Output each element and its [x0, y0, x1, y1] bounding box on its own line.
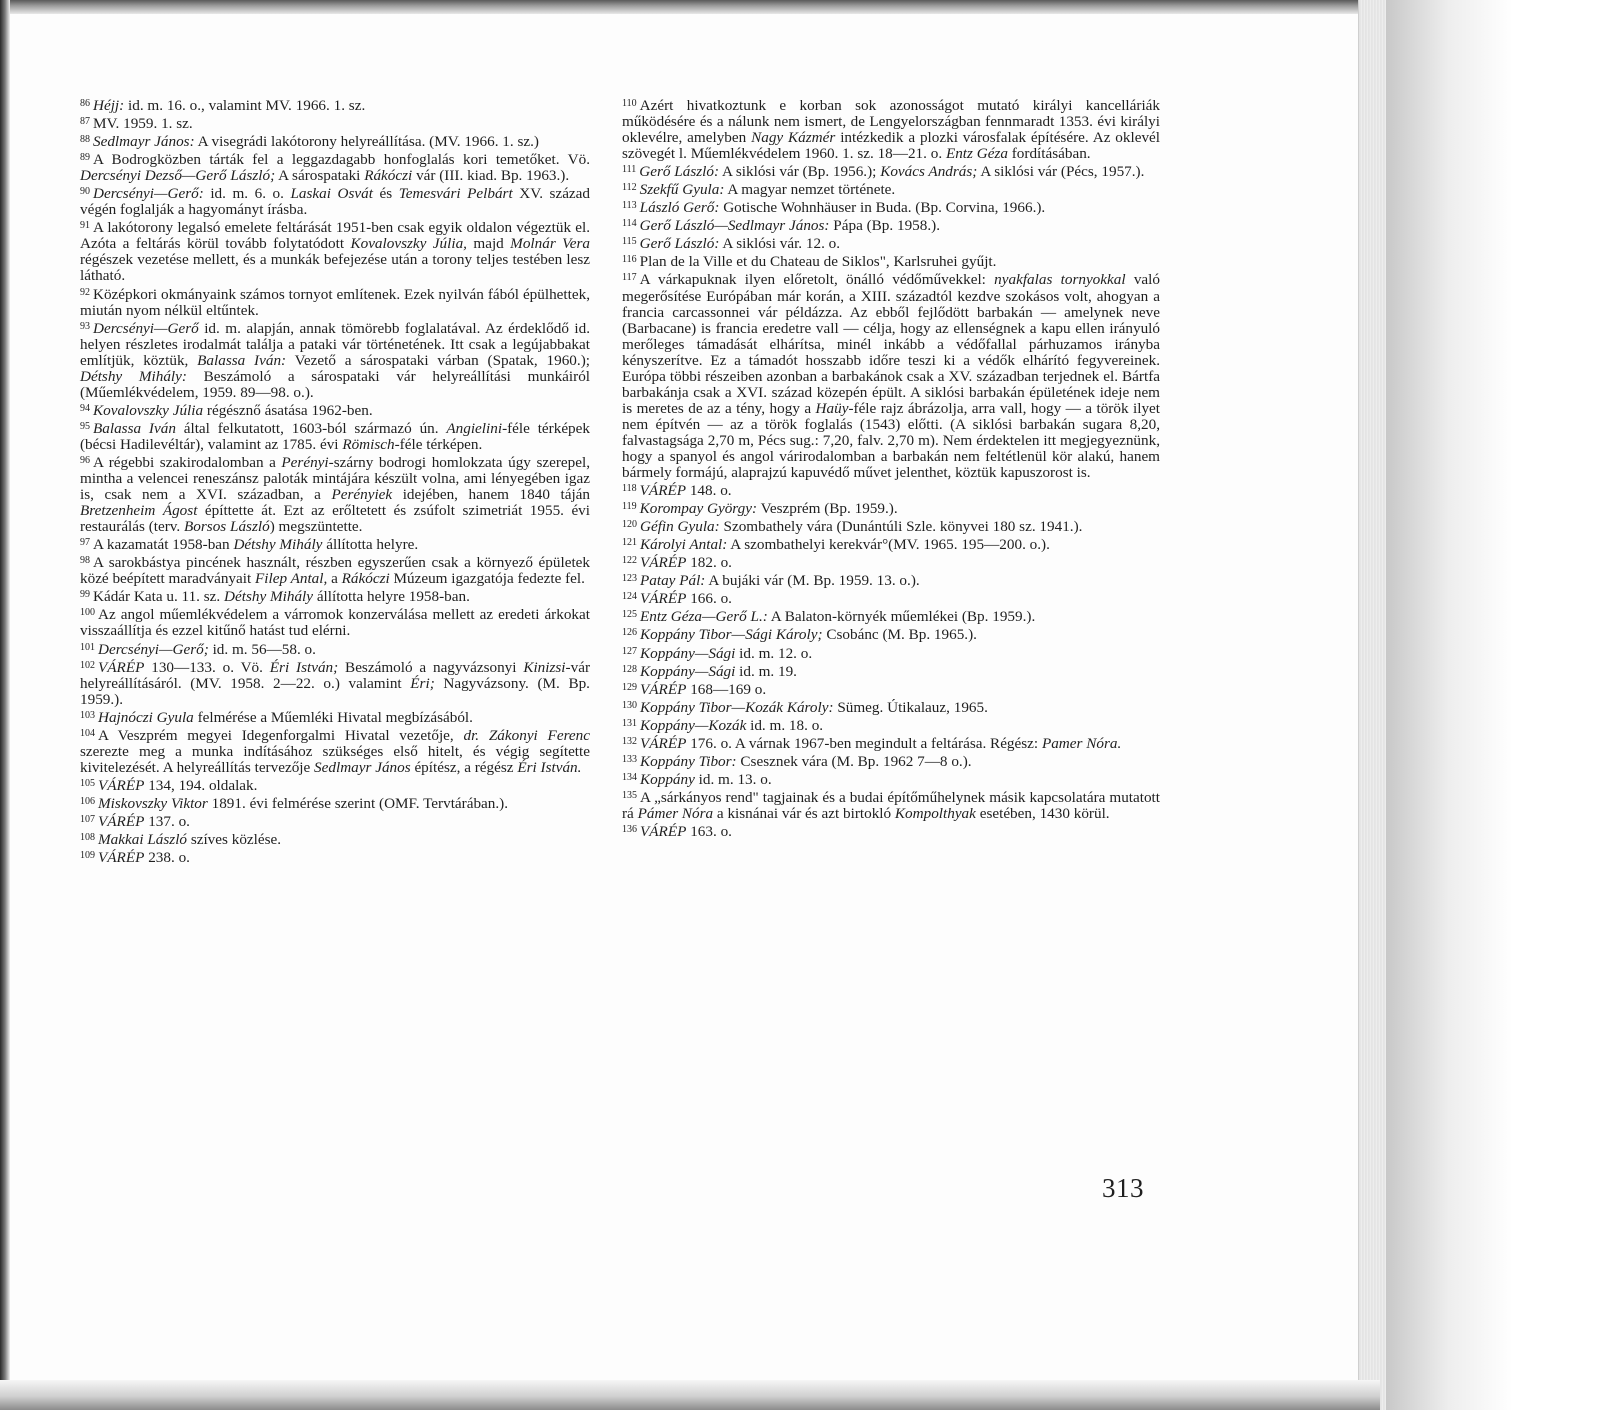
footnote-text: A „sárkányos rend" tagjainak és a budai építőműhelynek másik kapcsolatára mutatott rá Pámer Nóra a kisnánai vár és azt birtokló Kompolthyak esetében, 1430 körül.: [622, 788, 1160, 822]
footnote-text: Koppány id. m. 13. o.: [640, 770, 772, 788]
footnote-text: Azért hivatkoztunk e korban sok azonosságot mutató királyi kancelláriák működésére és a nálunk nem ismert, de Lengyelországban fennmaradt 1353. évi királyi oklevélre, amelyben Nagy Kázmér intézkedik a plozki városfalak építésére. Az oklevél szövegét l. Műemlékvédelem 1960. 1. sz. 18—21. o. Entz Géza fordításában.: [622, 97, 1161, 163]
footnote-text: Sedlmayr János: A visegrádi lakótorony helyreállítása. (MV. 1966. 1. sz.): [93, 133, 539, 151]
footnote-130: [622, 698, 1160, 716]
footnote-96: [80, 453, 590, 535]
footnote-text: Középkori okmányaink számos tornyot említenek. Ezek nyilván fából épülhettek, miután nyom nélkül eltűntek.: [80, 285, 590, 319]
footnote-97: [80, 535, 590, 553]
footnote-text: Gerő László: A siklósi vár. 12. o.: [639, 235, 841, 253]
footnote-107: [80, 812, 590, 830]
footnote-number: 127: [622, 645, 637, 657]
footnote-number: 100: [80, 607, 95, 619]
footnote-text: Entz Géza—Gerő L.: A Balaton-környék műemlékei (Bp. 1959.).: [640, 608, 1036, 626]
footnote-text: VÁRÉP 182. o.: [640, 554, 732, 572]
footnote-120: [622, 517, 1160, 535]
footnote-text: VÁRÉP 134, 194. oldalak.: [98, 776, 258, 794]
footnote-100: [80, 605, 590, 639]
footnote-text: Kádár Kata u. 11. sz. Détshy Mihály állította helyre 1958-ban.: [93, 588, 470, 606]
footnote-117: [622, 270, 1160, 481]
footnote-number: 90: [80, 186, 90, 198]
footnote-number: 116: [622, 254, 637, 266]
footnote-92: [80, 285, 590, 319]
footnote-text: Balassa Iván által felkutatott, 1603-ból származó ún. Angielini-féle térképek (bécsi Hadilevéltár), valamint az 1785. évi Römisch-féle térképen.: [80, 419, 590, 453]
footnote-133: [622, 752, 1160, 770]
footnote-116: [622, 252, 1160, 270]
footnote-text: Kovalovszky Júlia régésznő ásatása 1962-ben.: [93, 401, 373, 419]
footnote-number: 95: [80, 420, 90, 432]
footnote-text: VÁRÉP 168—169 o.: [640, 680, 767, 698]
scan-top-shadow: [0, 0, 1390, 14]
footnote-90: [80, 184, 590, 218]
footnotes-right-column: [622, 96, 1160, 840]
footnote-text: Szekfű Gyula: A magyar nemzet története.: [639, 181, 896, 199]
footnote-104: [80, 726, 590, 776]
footnote-text: Géfin Gyula: Szombathely vára (Dunántúli Szle. könyvei 180 sz. 1941.).: [640, 518, 1083, 536]
footnote-number: 98: [80, 555, 90, 567]
footnote-text: Az angol műemlékvédelem a várromok konzerválása mellett az eredeti árkokat visszaállítja és ezzel kitűnő hatást tud elérni.: [80, 606, 590, 640]
footnote-118: [622, 481, 1160, 499]
footnotes-left-column: [80, 96, 590, 866]
footnote-text: László Gerő: Gotische Wohnhäuser in Buda. (Bp. Corvina, 1966.).: [639, 199, 1046, 217]
footnote-number: 94: [80, 402, 90, 414]
footnote-number: 96: [80, 454, 90, 466]
footnote-number: 136: [622, 823, 637, 835]
footnote-number: 124: [622, 591, 637, 603]
footnote-126: [622, 625, 1160, 643]
footnote-112: [622, 180, 1160, 198]
footnote-number: 92: [80, 286, 90, 298]
footnote-number: 121: [622, 537, 637, 549]
footnote-101: [80, 640, 590, 658]
book-gutter-shadow: [0, 0, 10, 1410]
scan-bottom-shadow: [0, 1380, 1380, 1410]
page-edge-stack: [1358, 0, 1387, 1410]
footnote-number: 123: [622, 573, 637, 585]
footnote-number: 119: [622, 501, 637, 513]
footnote-text: Koppány Tibor: Csesznek vára (M. Bp. 1962 7—8 o.).: [640, 752, 972, 770]
footnote-131: [622, 716, 1160, 734]
footnote-text: Gerő László—Sedlmayr János: Pápa (Bp. 1958.).: [639, 217, 941, 235]
footnote-119: [622, 499, 1160, 517]
footnote-number: 97: [80, 537, 90, 549]
footnote-number: 130: [622, 699, 637, 711]
footnote-121: [622, 535, 1160, 553]
footnote-text: Héjj: id. m. 16. o., valamint MV. 1966. 1. sz.: [93, 97, 366, 114]
footnote-number: 112: [622, 182, 637, 194]
footnote-number: 118: [622, 483, 637, 495]
footnote-text: Dercsényi—Gerő id. m. alapján, annak tömörebb foglalatával. Az érdeklődő id. helyen részletes irodalmát találja a pataki vár történetének. Itt csak a legújabbakat említjük, köztük, Balassa Iván: Vezető a sárospataki várban (Spatak, 1960.); Détshy Mihály: Beszámoló a sárospataki vár helyreállítási munkáiról (Műemlékvédelem, 1959. 89—98. o.).: [80, 319, 591, 401]
footnote-number: 108: [80, 832, 95, 844]
footnote-number: 120: [622, 519, 637, 531]
footnote-text: VÁRÉP 130—133. o. Vö. Éri István; Beszámoló a nagyvázsonyi Kinizsi-vár helyreállításáról. (MV. 1958. 2—22. o.) valamint Éri; Nagyvázsony. (M. Bp. 1959.).: [80, 658, 590, 708]
footnote-113: [622, 198, 1160, 216]
footnote-text: A régebbi szakirodalomban a Perényi-szárny bodrogi homlokzata úgy szerepel, mintha a velencei reneszánsz paloták mintájára készült volna, ami lényegében igaz is, csak nem a XVI. században, a Perényiek idejében, hanem 1840 táján Bretzenheim Ágost építtette át. Ezt az erőltetett és zsúfolt szimetriát 1955. évi restaurálás (terv. Borsos László) megszüntette.: [80, 453, 590, 536]
footnote-110: [622, 96, 1160, 162]
footnote-text: Koppány—Sági id. m. 12. o.: [640, 644, 813, 662]
footnote-94: [80, 401, 590, 419]
footnote-111: [622, 162, 1160, 180]
footnote-text: VÁRÉP 163. o.: [640, 822, 732, 840]
footnote-text: A sarokbástya pincének használt, részben egyszerűen csak a környező épületek közé beépített maradványait Filep Antal, a Rákóczi Múzeum igazgatója fedezte fel.: [80, 554, 590, 588]
footnote-number: 132: [622, 735, 637, 747]
footnote-number: 114: [622, 218, 637, 230]
footnote-number: 128: [622, 663, 637, 675]
footnote-124: [622, 589, 1160, 607]
footnote-88: [80, 132, 590, 150]
footnote-text: VÁRÉP 137. o.: [98, 812, 190, 830]
footnote-135: [622, 788, 1160, 822]
footnote-86: [80, 96, 590, 114]
footnote-95: [80, 419, 590, 453]
scan-right-margin: [1386, 0, 1597, 1410]
footnote-103: [80, 708, 590, 726]
footnote-number: 91: [80, 220, 90, 232]
footnote-number: 99: [80, 589, 90, 601]
footnote-number: 115: [622, 236, 637, 248]
footnote-number: 109: [80, 850, 95, 862]
footnote-number: 110: [622, 98, 637, 109]
footnote-number: 126: [622, 627, 637, 639]
footnote-114: [622, 216, 1160, 234]
footnote-number: 86: [80, 98, 90, 109]
footnote-number: 106: [80, 795, 95, 807]
footnote-number: 104: [80, 727, 95, 739]
footnote-number: 122: [622, 555, 637, 567]
footnote-text: Plan de la Ville et du Chateau de Siklos", Karlsruhei gyűjt.: [639, 253, 997, 271]
footnote-text: Koppány Tibor—Sági Károly; Csobánc (M. Bp. 1965.).: [640, 626, 977, 644]
footnote-number: 88: [80, 134, 90, 146]
footnote-number: 89: [80, 152, 90, 164]
footnote-text: Gerő László: A siklósi vár (Bp. 1956.); Kovács András; A siklósi vár (Pécs, 1957.).: [639, 163, 1145, 181]
footnote-text: Károlyi Antal: A szombathelyi kerekvár°(MV. 1965. 195—200. o.).: [640, 536, 1050, 554]
footnote-128: [622, 662, 1160, 680]
footnote-98: [80, 553, 590, 587]
footnote-text: Koppány Tibor—Kozák Károly: Sümeg. Útikalauz, 1965.: [640, 698, 988, 716]
footnote-99: [80, 587, 590, 605]
footnote-number: 107: [80, 813, 95, 825]
footnote-number: 134: [622, 771, 637, 783]
footnote-number: 117: [622, 272, 637, 284]
footnote-87: [80, 114, 590, 132]
page-number: 313: [1102, 1173, 1144, 1203]
footnote-text: A lakótorony legalsó emelete feltárását 1951-ben csak egyik oldalon végeztük el. Azóta a feltárás körül tovább folytatódott Kovalovszky Júlia, majd Molnár Vera régészek vezetése mellett, és a munkák befejezése után a torony teljes testében lesz látható.: [80, 219, 590, 285]
footnote-number: 125: [622, 609, 637, 621]
footnote-93: [80, 319, 590, 401]
footnote-text: A Veszprém megyei Idegenforgalmi Hivatal vezetője, dr. Zákonyi Ferenc szerezte meg a munka indításához szükséges első hitelt, és végig segítette kivitelezését. A helyreállítás tervezője Sedlmayr János építész, a régész Éri István.: [80, 726, 590, 776]
footnote-123: [622, 571, 1160, 589]
footnote-89: [80, 150, 590, 184]
footnote-text: VÁRÉP 238. o.: [98, 849, 190, 867]
footnote-106: [80, 794, 590, 812]
footnote-text: A várkapuknak ilyen előretolt, önálló védőművekkel: nyakfalas tornyokkal való megerősítése Európában már korán, a XIII. századtól kezdve szokásos volt, ahogyan a francia carcassonnei vár példázza. Az ebből fejlődött barbakán — amelynek neve (Barbacane) is francia eredetre vall — célja, hogy az ellenségnek a kapu ellen irányuló merőleges támadását elhárítsa, minél inkább a védőfallal párhuzamos irányba kényszerítve. Ez a támadót hosszabb időre teszi ki a védők elhárító fegyvereinek. Európa többi részeiben azonban a barbakánok csak a XV. században terjednek el. Bártfa barbakánja csak a XVI. század közepén épült. A siklósi barbakán épületének ideje nem is meretes de az a tény, hogy a Haüy-féle rajz ábrázolja, arra vall, hogy — a török ilyet nem építvén — az a török foglalás (1543) előtti. (A siklósi barbakán sugara 8,20, falvastagsága 2,70 m, Pécs sug.: 7,20, falv. 2,70 m). Nem érdektelen itt megjegyeznünk, hogy a spanyol és angol várirodalomban a barbakán nem feltétlenül kör alakú, hanem bármely formájú, alaprajzú kapuvédő művet jelenthet, köztük kapuszorost is.: [622, 271, 1160, 482]
footnote-91: [80, 218, 590, 284]
footnote-number: 105: [80, 777, 95, 789]
footnote-number: 87: [80, 116, 90, 128]
footnote-text: Koppány—Kozák id. m. 18. o.: [640, 716, 824, 734]
footnote-115: [622, 234, 1160, 252]
footnote-text: MV. 1959. 1. sz.: [93, 115, 193, 133]
footnote-134: [622, 770, 1160, 788]
footnote-text: Makkai László szíves közlése.: [98, 831, 282, 849]
footnote-127: [622, 644, 1160, 662]
footnote-number: 101: [80, 641, 95, 653]
footnote-number: 102: [80, 659, 95, 671]
footnote-text: A Bodrogközben tárták fel a leggazdagabb honfoglalás kori temetőket. Vö. Dercsényi Dezső—Gerő László; A sárospataki Rákóczi vár (III. kiad. Bp. 1963.).: [80, 151, 590, 185]
footnote-number: 113: [622, 200, 637, 212]
footnote-text: Dercsényi—Gerő; id. m. 56—58. o.: [98, 640, 316, 658]
footnote-text: Koppány—Sági id. m. 19.: [640, 662, 797, 680]
footnote-number: 129: [622, 681, 637, 693]
footnote-number: 111: [622, 164, 637, 176]
footnote-text: Miskovszky Viktor 1891. évi felmérése szerint (OMF. Tervtárában.).: [98, 794, 509, 812]
footnote-text: VÁRÉP 166. o.: [640, 590, 732, 608]
footnote-132: [622, 734, 1160, 752]
footnote-129: [622, 680, 1160, 698]
footnote-number: 93: [80, 320, 90, 332]
footnote-text: A kazamatát 1958-ban Détshy Mihály állította helyre.: [93, 536, 419, 554]
footnote-text: VÁRÉP 176. o. A várnak 1967-ben megindult a feltárása. Régész: Pamer Nóra.: [640, 734, 1122, 752]
footnote-text: Korompay György: Veszprém (Bp. 1959.).: [639, 500, 898, 518]
footnote-number: 135: [622, 789, 637, 801]
footnote-text: Hajnóczi Gyula felmérése a Műemléki Hivatal megbízásából.: [98, 708, 473, 726]
footnote-102: [80, 658, 590, 708]
footnote-105: [80, 776, 590, 794]
footnote-136: [622, 822, 1160, 840]
footnote-text: Dercsényi—Gerő: id. m. 6. o. Laskai Osvát és Temesvári Pelbárt XV. század végén foglalják a hagyományt írásba.: [80, 185, 591, 219]
footnote-text: VÁRÉP 148. o.: [639, 482, 732, 500]
footnote-number: 131: [622, 717, 637, 729]
footnote-122: [622, 553, 1160, 571]
footnote-text: Patay Pál: A bujáki vár (M. Bp. 1959. 13. o.).: [640, 572, 920, 590]
footnote-109: [80, 848, 590, 866]
footnote-number: 133: [622, 753, 637, 765]
footnote-125: [622, 607, 1160, 625]
footnote-number: 103: [80, 709, 95, 721]
footnote-108: [80, 830, 590, 848]
